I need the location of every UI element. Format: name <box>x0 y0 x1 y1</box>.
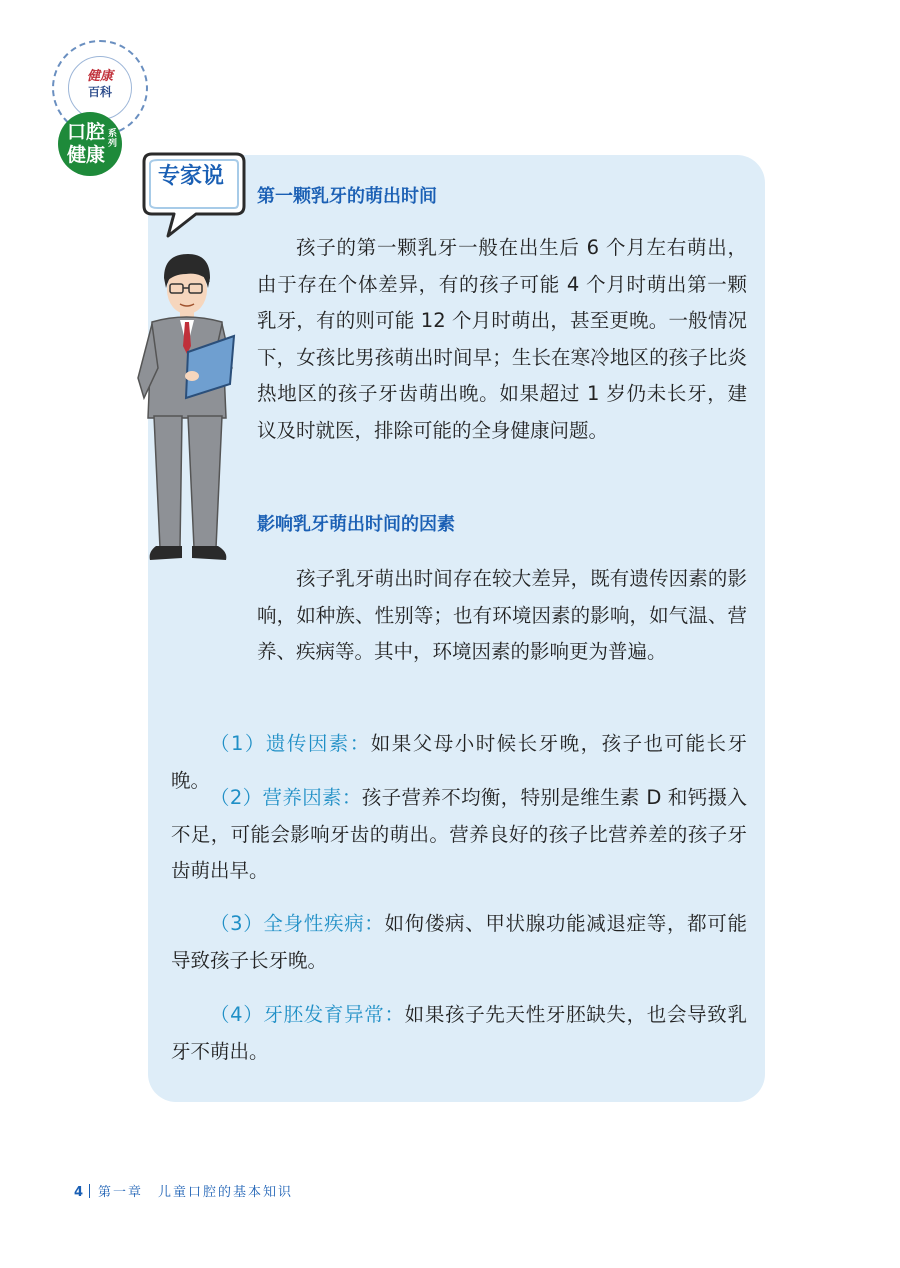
factor-text: 如果父母小时候长牙晚，孩子也可能长牙晚。 <box>171 732 747 792</box>
series-title-line2: 健康 <box>67 144 106 166</box>
expert-says-label: 专家说 <box>157 164 224 189</box>
factor-item-systemic-disease <box>171 906 747 979</box>
stamp-subtitle-text: 百科 <box>87 85 112 99</box>
factor-term: （2）营养因素： <box>210 786 362 809</box>
factor-term: （1）遗传因素： <box>210 732 371 755</box>
footer-divider <box>89 1184 90 1198</box>
factor-term: （4）牙胚发育异常： <box>210 1003 405 1026</box>
factor-term: （3）全身性疾病： <box>210 912 385 935</box>
speech-bubble <box>138 148 250 240</box>
factor-text: 孩子营养不均衡，特别是维生素 D 和钙摄入不足，可能会影响牙齿的萌出。营养良好的孩子比营养差的孩子牙齿萌出早。 <box>171 786 747 882</box>
factor-item-tooth-germ <box>171 997 747 1070</box>
page-number: 4 <box>74 1185 84 1200</box>
series-side-label: 系列 <box>108 129 118 149</box>
section-body-eruption-time: 孩子的第一颗乳牙一般在出生后 6 个月左右萌出，由于存在个体差异，有的孩子可能 4 个月时萌出第一颗乳牙，有的则可能 12 个月时萌出，甚至更晚。一般情况下，女孩比男孩萌出时间早；生长在寒冷地区的孩子比炎热地区的孩子牙齿萌出晚。如果超过 1 岁仍未长牙，建议及时就医，排除可能的全身健康问题。 <box>257 236 747 442</box>
factor-text: 如佝偻病、甲状腺功能减退症等，都可能导致孩子长牙晚。 <box>171 912 747 972</box>
doctor-illustration-icon <box>130 248 240 568</box>
factor-text: 如果孩子先天性牙胚缺失，也会导致乳牙不萌出。 <box>171 1003 747 1063</box>
section-heading-factors: 影响乳牙萌出时间的因素 <box>257 514 455 535</box>
series-title-line1: 口腔 <box>67 121 106 143</box>
page-footer <box>74 1184 293 1202</box>
factor-item-nutrition <box>171 780 747 890</box>
chapter-title: 第一章 儿童口腔的基本知识 <box>98 1185 294 1200</box>
section-body-factors: 孩子乳牙萌出时间存在较大差异，既有遗传因素的影响，如种族、性别等；也有环境因素的影响，如气温、营养、疾病等。其中，环境因素的影响更为普遍。 <box>257 567 747 663</box>
section-heading-eruption-time: 第一颗乳牙的萌出时间 <box>257 186 437 207</box>
series-circle <box>58 112 122 176</box>
stamp-script-text: 健康 <box>86 69 113 84</box>
